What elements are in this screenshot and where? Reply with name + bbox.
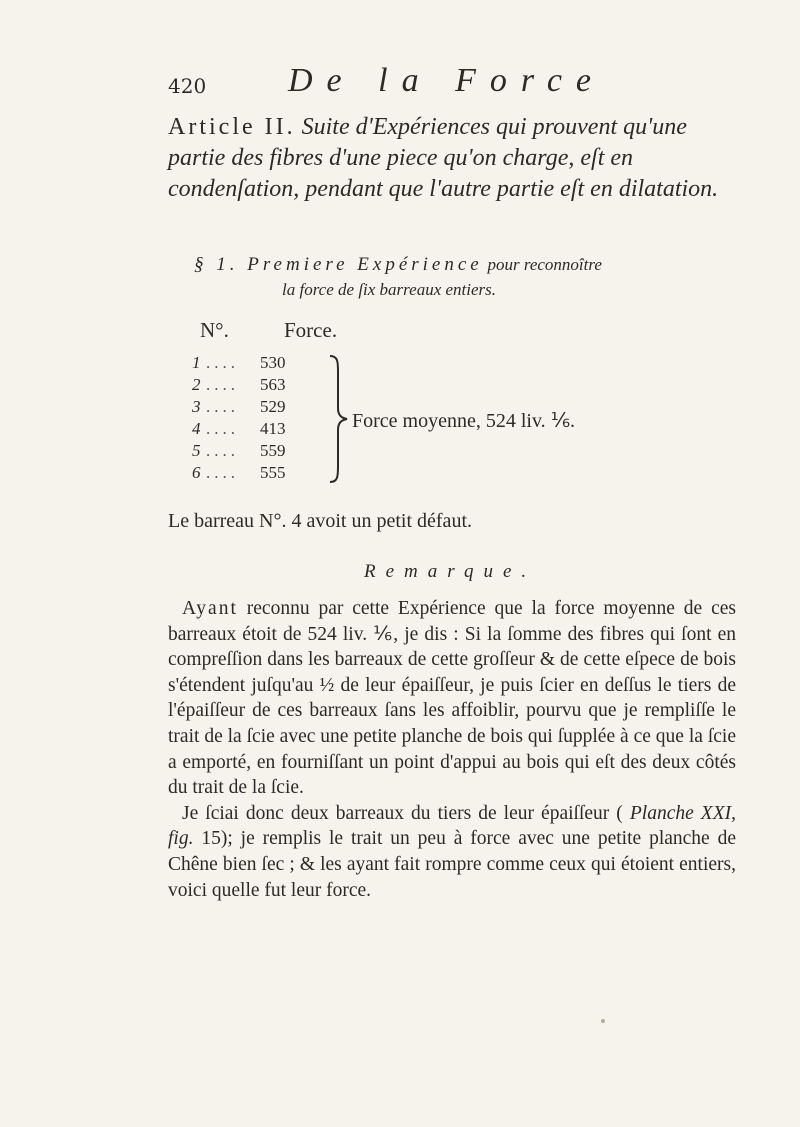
row-number: 6 <box>192 463 201 482</box>
defect-note: Le barreau N°. 4 avoit un petit défaut. <box>168 510 472 532</box>
row-force: 555 <box>260 463 286 482</box>
remarque-heading: Remarque. <box>364 561 537 582</box>
row-leader: .... <box>206 375 239 394</box>
average-force: Force moyenne, 524 liv. ⅙. <box>352 410 576 432</box>
paragraph-1 <box>168 596 736 801</box>
article-label: Article II. <box>168 114 296 140</box>
paragraph-1-text: reconnu par cette Expérience que la force moyenne de ces barreaux étoit de 524 liv. ⅙, je dis : Si la ſomme des fibres qui ſont en compreſſion dans les barreaux de cette groſſeur & de cette eſpece de bois s'étendent juſqu'au ½ de leur épaiſſeur, je puis ſcier en deſſus le tiers de l'épaiſſeur de ces barreaux ſans les affoiblir, pourvu que je rempliſſe le trait de la ſcie avec une petite planche de bois qui ſupplée à ce que la ſcie a emporté, en fourniſſant un point d'appui au bois qui eſt des deux côtés du trait de la ſcie. <box>168 598 736 799</box>
row-leader: .... <box>206 419 239 438</box>
paragraph-2-text-a: Je ſciai donc deux barreaux du tiers de leur épaiſſeur ( <box>182 802 630 824</box>
row-number: 2 <box>192 375 201 394</box>
row-leader: .... <box>206 353 239 372</box>
row-number: 3 <box>192 397 201 416</box>
table-row <box>192 462 332 484</box>
table-header-force: Force. <box>284 318 338 342</box>
section-heading <box>194 252 734 302</box>
table-row <box>192 418 332 440</box>
article-heading <box>168 112 733 205</box>
row-force: 413 <box>260 419 286 438</box>
body-text <box>168 596 736 903</box>
section-label: § 1. Premiere Expérience <box>194 254 483 275</box>
article-title: Suite d'Expériences qui prouvent qu'une partie des fibres d'une piece qu'on charge, eſt en condenſation, pendant que l'autre partie eſt en dilatation. <box>168 114 719 202</box>
row-force: 559 <box>260 441 286 460</box>
table-header-number: N°. <box>200 318 229 342</box>
paper-stain <box>601 1019 605 1023</box>
paragraph-2-text-b: 15); je remplis le trait un peu à force avec une petite planche de Chêne bien ſec ; & les ayant fait rompre comme ceux qui étoient entiers, voici quelle fut leur force. <box>168 828 736 901</box>
row-number: 5 <box>192 441 201 460</box>
right-brace-icon <box>326 352 350 486</box>
row-leader: .... <box>206 397 239 416</box>
paragraph-2 <box>168 801 736 903</box>
row-leader: .... <box>206 463 239 482</box>
table-row <box>192 352 332 374</box>
row-number: 1 <box>192 353 201 372</box>
plate-reference: Planche XXI, fig. <box>168 802 736 850</box>
paragraph-lead: Ayant <box>182 598 238 619</box>
table-row <box>192 374 332 396</box>
row-force: 530 <box>260 353 286 372</box>
running-title: De la Force <box>288 62 606 99</box>
row-leader: .... <box>206 441 239 460</box>
force-table <box>192 352 332 484</box>
table-row <box>192 440 332 462</box>
table-row <box>192 396 332 418</box>
row-force: 563 <box>260 375 286 394</box>
running-head <box>168 62 728 102</box>
page-number: 420 <box>168 74 207 98</box>
section-title-line1: pour reconnoître <box>487 255 602 274</box>
row-force: 529 <box>260 397 286 416</box>
row-number: 4 <box>192 419 201 438</box>
section-title-line2: la force de ſix barreaux entiers. <box>282 280 497 299</box>
